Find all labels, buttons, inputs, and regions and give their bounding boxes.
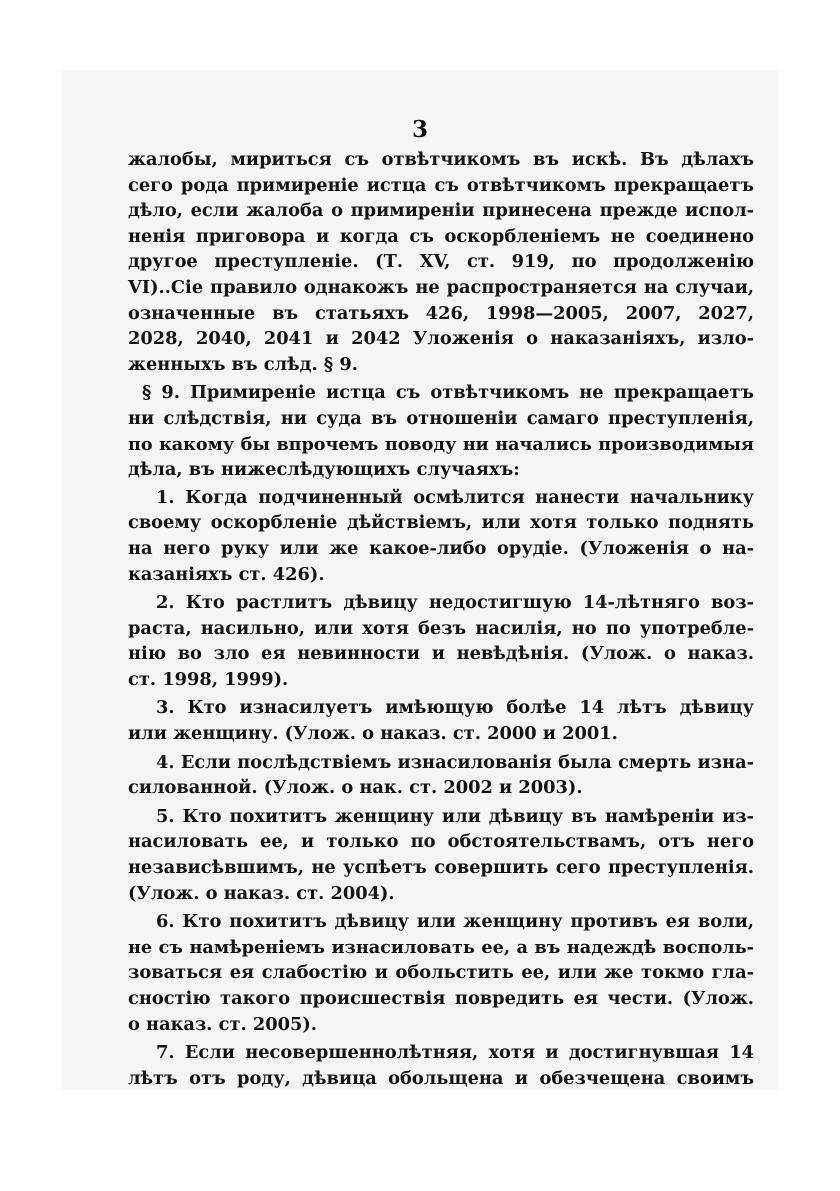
text-line: женныхъ въ слѣд. § 9. [128,353,358,375]
text-line: другое преступленiе. (Т. XV, ст. 919, по продолженiю [128,251,754,273]
text-line: § 9. Примиренiе истца съ отвѣтчикомъ не прекращаетъ [142,382,754,404]
text-line: 7. Если несовершеннолѣтняя, хотя и достигнувшая 14 [156,1042,754,1064]
text-line: 5. Кто похититъ женщину или дѣвицу въ намѣренiи из- [156,805,754,827]
text-line: дѣло, если жалоба о примиренiи принесена прежде испол- [128,200,754,222]
list-item-1 [128,485,754,587]
text-line: не съ намѣренiемъ изнасиловать ее, а въ надеждѣ восполь- [128,936,754,958]
paragraph-section-9 [128,380,754,482]
text-line: казанiяхъ ст. 426). [128,563,325,585]
text-line: лѣтъ отъ роду, дѣвица обольщена и обезчещена своимъ [128,1067,754,1089]
text-line: на него руку или же какое-либо орудiе. (Уложенiя о на- [128,537,754,559]
text-line: 1. Когда подчиненный осмѣлится нанести начальнику [156,486,754,508]
text-line: ст. 1998, 1999). [128,668,289,690]
text-line: 2. Кто растлитъ дѣвицу недостигшую 14-лѣтняго воз- [156,592,754,614]
list-item-2 [128,590,754,692]
list-item-4 [128,750,754,801]
text-line: означенные въ статьяхъ 426, 1998—2005, 2007, 2027, [128,302,754,324]
text-line: силованной. (Улож. о нак. ст. 2002 и 2003). [128,777,583,799]
text-line: нiю во зло ея невинности и невѣдѣнiя. (Улож. о наказ. [128,643,754,665]
text-line: ненiя приговора и когда съ оскорбленiемъ не соединено [128,225,754,247]
text-line: своему оскорбленiе дѣйствiемъ, или хотя только поднять [128,512,754,534]
text-line: жалобы, мириться съ отвѣтчикомъ въ искѣ. Въ дѣлахъ [128,149,754,170]
text-line: (Улож. о наказ. ст. 2004). [128,882,395,904]
text-line: VI)..Сiе правило однакожъ не распространяется на случаи, [128,276,754,298]
text-line: независѣвшимъ, не успѣетъ совершить сего преступленiя. [128,857,754,879]
text-line: 4. Если послѣдствiемъ изнасилованiя была смерть изна- [156,751,754,773]
text-line: дѣла, въ нижеслѣдующихъ случаяхъ: [128,459,520,481]
text-line: зоваться ея слабостiю и обольстить ее, или же токмо гла- [128,962,754,984]
paragraph-continuation [128,147,754,377]
text-line: ни слѣдствiя, ни суда въ отношенiи самаго преступленiя, [128,407,754,429]
list-item-5 [128,804,754,906]
list-item-6 [128,909,754,1037]
list-item-7 [128,1040,754,1091]
body-text [128,147,754,1093]
text-line: насиловать ее, и только по обстоятельствамъ, отъ него [128,831,754,853]
text-line: 3. Кто изнасилуетъ имѣющую болѣе 14 лѣтъ дѣвицу [156,697,754,719]
text-line: сего рода примиренiе истца съ отвѣтчикомъ прекращаетъ [128,174,754,196]
text-line: или женщину. (Улож. о наказ. ст. 2000 и 2001. [128,723,618,745]
list-item-3 [128,695,754,746]
text-line: раста, насильно, или хотя безъ насилiя, но по употребле- [128,617,754,639]
text-line: по какому бы впрочемъ поводу ни начались производимыя [128,433,754,455]
text-line: 2028, 2040, 2041 и 2042 Уложенiя о наказанiяхъ, изло- [128,328,754,350]
text-line: о наказ. ст. 2005). [128,1013,317,1035]
text-line: 6. Кто похититъ дѣвицу или женщину противъ ея воли, [156,911,754,933]
page-number: 3 [411,116,428,143]
text-line: сностiю такого происшествiя повредить ея чести. (Улож. [128,988,754,1009]
